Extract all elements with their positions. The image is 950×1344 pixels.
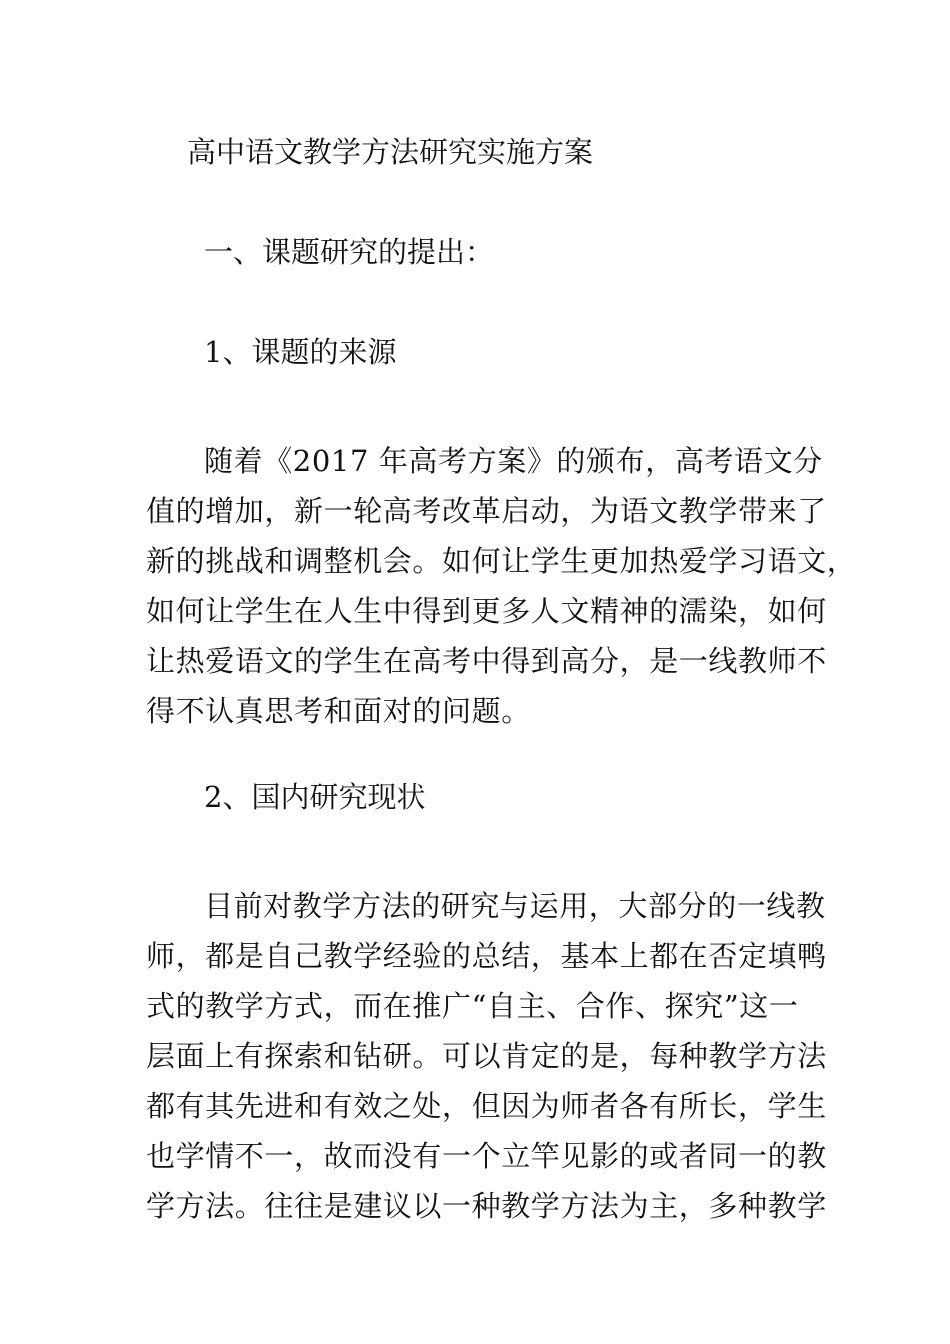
paragraph-line: 也学情不一，故而没有一个立竿见影的或者同一的教 xyxy=(146,1139,827,1173)
paragraph-research-status xyxy=(146,881,836,1231)
paragraph-line: 式的教学方式，而在推广“自主、合作、探究”这一 xyxy=(146,989,799,1023)
paragraph-line: 师，都是自己教学经验的总结，基本上都在否定填鸭 xyxy=(146,939,827,973)
paragraph-line: 让热爱语文的学生在高考中得到高分，是一线教师不 xyxy=(146,644,827,678)
paragraph-line: 层面上有探索和钻研。可以肯定的是，每种教学方法 xyxy=(146,1039,827,1073)
paragraph-line: 值的增加，新一轮高考改革启动，为语文教学带来了 xyxy=(146,494,827,528)
paragraph-line: 随着《2017 年高考方案》的颁布，高考语文分 xyxy=(204,444,823,478)
subsection-heading-research-status: 2、国内研究现状 xyxy=(204,780,426,814)
paragraph-source xyxy=(146,436,857,736)
paragraph-line: 学方法。往往是建议以一种教学方法为主，多种教学 xyxy=(146,1189,827,1223)
paragraph-line: 如何让学生在人生中得到更多人文精神的濡染，如何 xyxy=(146,594,827,628)
section-heading: 一、课题研究的提出： xyxy=(204,235,495,269)
paragraph-line: 新的挑战和调整机会。如何让学生更加热爱学习语文， xyxy=(146,544,857,578)
paragraph-line: 都有其先进和有效之处，但因为师者各有所长，学生 xyxy=(146,1089,827,1123)
paragraph-line: 得不认真思考和面对的问题。 xyxy=(146,694,531,728)
document-title: 高中语文教学方法研究实施方案 xyxy=(187,135,594,169)
subsection-heading-source: 1、课题的来源 xyxy=(204,335,397,369)
paragraph-line: 目前对教学方法的研究与运用，大部分的一线教 xyxy=(204,889,826,923)
